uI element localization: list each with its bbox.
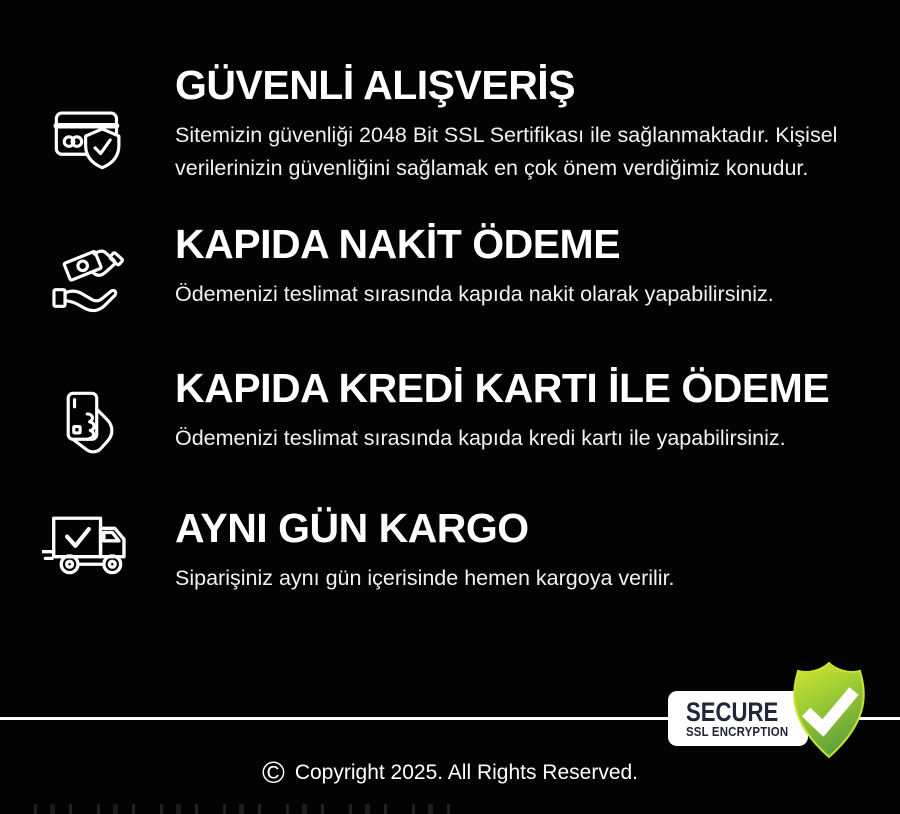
feature-description: Ödemenizi teslimat sırasında kapıda nakit olarak yapabilirsiniz. — [175, 282, 774, 306]
feature-secure-shopping — [0, 62, 900, 185]
copyright-text: Copyright 2025. All Rights Reserved. — [294, 760, 639, 784]
shield-check-icon — [779, 660, 879, 760]
copyright-icon: © — [261, 755, 285, 790]
cash-in-hand-icon — [0, 221, 175, 319]
credit-card-shield-icon — [0, 62, 175, 178]
feature-title: AYNI GÜN KARGO — [175, 505, 529, 551]
hand-holding-card-icon — [0, 365, 175, 463]
ssl-badge-title: SECURE — [686, 697, 779, 727]
ssl-badge-subtitle: SSL ENCRYPTION — [686, 724, 789, 739]
delivery-truck-check-icon — [0, 505, 175, 579]
cutoff-text-remnant — [28, 804, 458, 814]
feature-title: KAPIDA KREDİ KARTI İLE ÖDEME — [175, 365, 830, 411]
copyright-row — [0, 757, 900, 788]
feature-title: KAPIDA NAKİT ÖDEME — [175, 221, 621, 267]
feature-cash-on-delivery — [0, 221, 900, 319]
feature-card-on-delivery — [0, 365, 900, 463]
feature-description: Siparişiniz aynı gün içerisinde hemen kargoya verilir. — [175, 566, 675, 590]
feature-description: Sitemizin güvenliği 2048 Bit SSL Sertifikası ile sağlanmaktadır. Kişisel verilerinizin güvenliğini sağlamak en çok önem verdiğimiz konudur. — [175, 123, 838, 180]
feature-same-day-shipping — [0, 505, 900, 595]
feature-description: Ödemenizi teslimat sırasında kapıda kredi kartı ile yapabilirsiniz. — [175, 426, 786, 450]
feature-title: GÜVENLİ ALIŞVERİŞ — [175, 62, 576, 108]
